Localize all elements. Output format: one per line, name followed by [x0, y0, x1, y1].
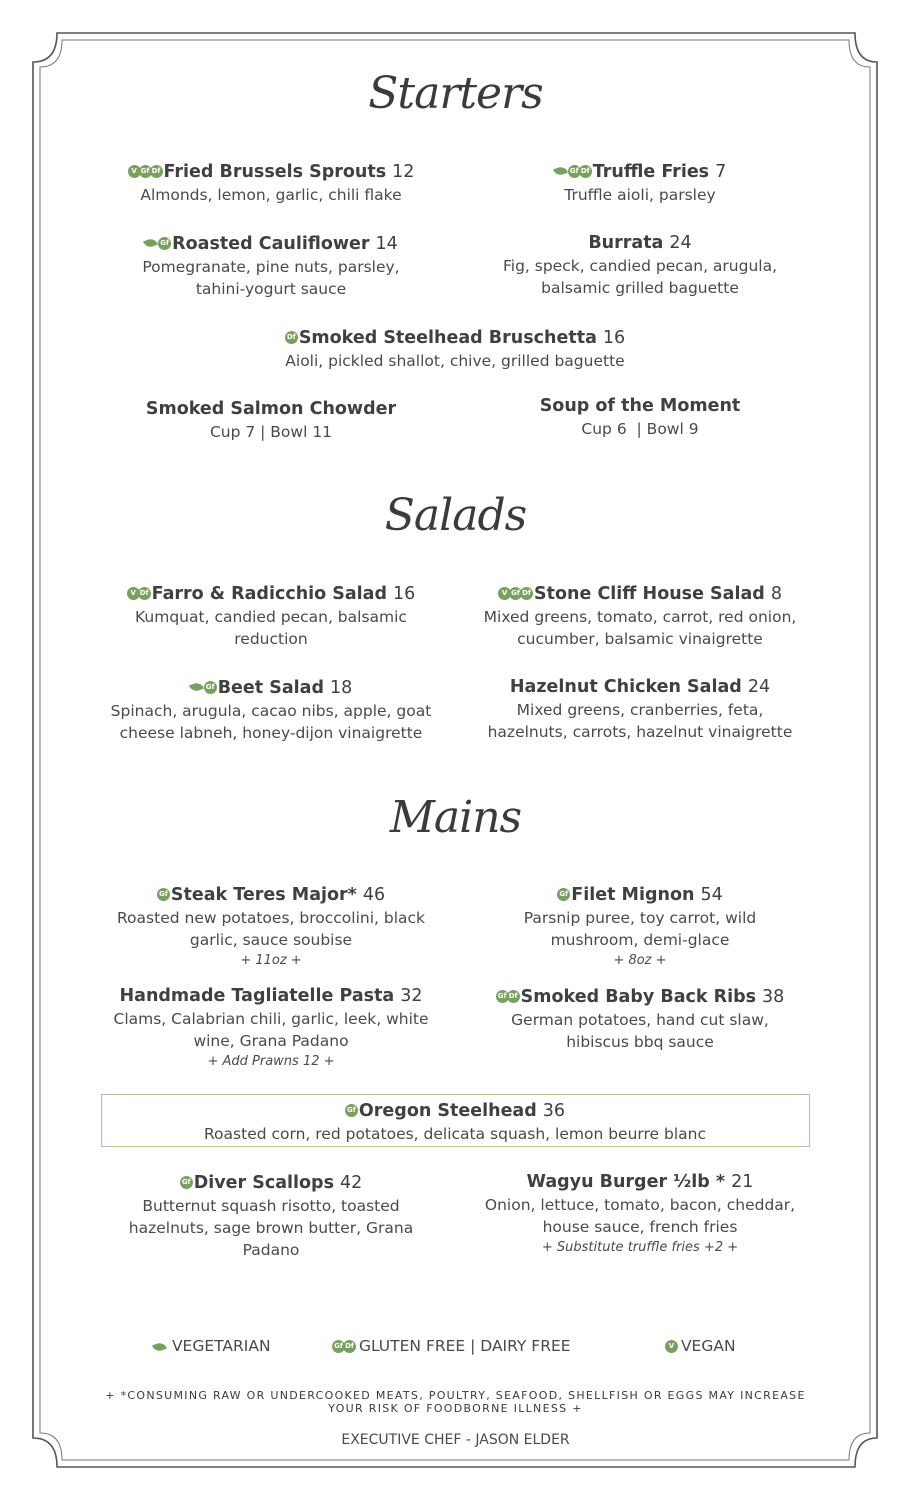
- item-name: Handmade Tagliatelle Pasta: [119, 986, 395, 1006]
- item-name: Smoked Salmon Chowder: [145, 399, 397, 419]
- legend-label: GLUTEN FREE | DAIRY FREE: [358, 1337, 571, 1355]
- item-name: Wagyu Burger ½lb *: [526, 1172, 726, 1192]
- item-name: Stone Cliff House Salad: [534, 584, 765, 604]
- gluten-free-icon: Gf: [158, 237, 171, 250]
- gluten-free-icon: Gf: [509, 587, 522, 600]
- item-description: Padano: [242, 1241, 300, 1259]
- gluten-free-icon: Gf: [332, 1340, 345, 1353]
- legend-label: VEGAN: [680, 1337, 736, 1355]
- item-price: 24: [669, 233, 692, 253]
- item-name: Burrata: [588, 233, 664, 253]
- item-description: mushroom, demi-glace: [550, 931, 730, 949]
- disclaimer-line: YOUR RISK OF FOODBORNE ILLNESS +: [328, 1402, 583, 1415]
- menu-item-fried-brussels-sprouts: [91, 159, 451, 206]
- item-description: balsamic grilled baguette: [541, 279, 739, 297]
- item-description: Spinach, arugula, cacao nibs, apple, goat: [110, 702, 432, 720]
- item-description: Mixed greens, tomato, carrot, red onion,: [483, 608, 797, 626]
- item-description: Truffle aioli, parsley: [564, 186, 716, 204]
- item-price: 8: [770, 584, 782, 604]
- menu-item-smoked-salmon-chowder: [91, 397, 451, 443]
- item-description: tahini-yogurt sauce: [195, 280, 347, 298]
- menu-item-farro-radicchio-salad: [91, 581, 451, 650]
- item-description: Cup 7 | Bowl 11: [209, 423, 333, 441]
- item-note: + 8oz +: [613, 953, 667, 968]
- item-name: Smoked Steelhead Bruschetta: [298, 328, 597, 348]
- item-price: 54: [700, 885, 723, 905]
- dairy-free-icon: Df: [150, 165, 163, 178]
- item-price: 42: [340, 1173, 363, 1193]
- gluten-free-icon: Gf: [496, 990, 509, 1003]
- item-description: garlic, sauce soubise: [189, 931, 353, 949]
- item-description: Roasted corn, red potatoes, delicata squash, lemon beurre blanc: [203, 1125, 706, 1143]
- gluten-free-icon: Gf: [157, 888, 170, 901]
- mains-heading: Mains: [389, 792, 522, 843]
- vegan-icon: V: [498, 587, 511, 600]
- item-price: 7: [715, 162, 727, 182]
- item-price: 18: [330, 678, 353, 698]
- gluten-free-icon: Gf: [180, 1176, 193, 1189]
- item-name: Oregon Steelhead: [358, 1101, 537, 1121]
- item-name: Hazelnut Chicken Salad: [509, 677, 742, 697]
- gluten-free-icon: Gf: [345, 1104, 358, 1117]
- salads-heading: Salads: [384, 490, 527, 541]
- item-name: Soup of the Moment: [539, 396, 741, 416]
- item-name: Filet Mignon: [571, 885, 695, 905]
- menu-item-hazelnut-chicken-salad: [460, 675, 820, 743]
- menu-item-smoked-steelhead-bruschetta: [155, 325, 755, 372]
- item-description: Pomegranate, pine nuts, parsley,: [142, 258, 400, 276]
- item-description: house sauce, french fries: [542, 1218, 738, 1236]
- menu-item-handmade-tagliatelle-pasta: [91, 984, 451, 1072]
- item-description: Kumquat, candied pecan, balsamic: [135, 608, 407, 626]
- vegetarian-leaf-icon: [143, 237, 158, 249]
- executive-chef: EXECUTIVE CHEF - JASON ELDER: [341, 1432, 570, 1448]
- item-description: Onion, lettuce, tomato, bacon, cheddar,: [484, 1196, 796, 1214]
- item-price: 46: [362, 885, 386, 905]
- item-name: Fried Brussels Sprouts: [163, 162, 387, 182]
- dairy-free-icon: Df: [579, 165, 592, 178]
- item-name: Steak Teres Major*: [170, 885, 357, 905]
- item-description: hibiscus bbq sauce: [566, 1033, 714, 1051]
- item-description: cucumber, balsamic vinaigrette: [517, 630, 763, 648]
- menu-item-steak-teres-major: [91, 882, 451, 971]
- legend-vegan: [665, 1337, 736, 1355]
- menu-item-diver-scallops: [91, 1170, 451, 1261]
- item-description: cheese labneh, honey-dijon vinaigrette: [119, 724, 423, 742]
- item-note: + 11oz +: [240, 953, 302, 968]
- vegan-icon: V: [127, 587, 140, 600]
- menu-item-filet-mignon: [460, 882, 820, 971]
- menu-item-burrata: [460, 231, 820, 299]
- gluten-free-icon: Gf: [568, 165, 581, 178]
- item-description: Fig, speck, candied pecan, arugula,: [502, 257, 778, 275]
- dairy-free-icon: Df: [285, 331, 298, 344]
- item-price: 38: [762, 987, 785, 1007]
- vegetarian-leaf-icon: [189, 681, 204, 693]
- item-price: 14: [375, 234, 398, 254]
- vegan-icon: V: [128, 165, 141, 178]
- vegetarian-leaf-icon: [553, 165, 568, 177]
- item-price: 16: [393, 584, 416, 604]
- vegetarian-leaf-icon: [152, 1341, 167, 1353]
- dairy-free-icon: Df: [343, 1340, 356, 1353]
- item-description: wine, Grana Padano: [193, 1032, 349, 1050]
- item-note: + Add Prawns 12 +: [207, 1054, 335, 1069]
- dairy-free-icon: Df: [138, 587, 151, 600]
- item-name: Diver Scallops: [193, 1173, 334, 1193]
- item-name: Truffle Fries: [592, 162, 710, 182]
- menu-item-soup-of-the-moment: [460, 394, 820, 440]
- gluten-free-icon: Gf: [557, 888, 570, 901]
- disclaimer-line: + *CONSUMING RAW OR UNDERCOOKED MEATS, POULTRY, SEAFOOD, SHELLFISH OR EGGS MAY INCREASE: [105, 1389, 806, 1402]
- item-description: hazelnuts, carrots, hazelnut vinaigrette: [487, 723, 793, 741]
- legend-gluten-dairy-free: [332, 1337, 571, 1355]
- item-price: 32: [400, 986, 423, 1006]
- starters-heading: Starters: [368, 68, 543, 119]
- item-description: hazelnuts, sage brown butter, Grana: [128, 1219, 414, 1237]
- item-name: Smoked Baby Back Ribs: [520, 987, 757, 1007]
- item-price: 12: [392, 162, 415, 182]
- legend-label: VEGETARIAN: [171, 1337, 271, 1355]
- item-price: 21: [731, 1172, 754, 1192]
- dairy-free-icon: Df: [507, 990, 520, 1003]
- item-note: + Substitute truffle fries +2 +: [541, 1240, 739, 1255]
- item-description: Mixed greens, cranberries, feta,: [516, 701, 764, 719]
- gluten-free-icon: Gf: [204, 681, 217, 694]
- item-description: Parsnip puree, toy carrot, wild: [523, 909, 757, 927]
- food-safety-disclaimer: [100, 1389, 811, 1415]
- item-description: Almonds, lemon, garlic, chili flake: [140, 186, 402, 204]
- legend-vegetarian: [153, 1337, 271, 1355]
- item-description: Aioli, pickled shallot, chive, grilled baguette: [285, 352, 625, 370]
- item-description: Cup 6 | Bowl 9: [581, 420, 699, 438]
- menu-item-roasted-cauliflower: [91, 231, 451, 300]
- item-description: German potatoes, hand cut slaw,: [511, 1011, 769, 1029]
- item-description: Roasted new potatoes, broccolini, black: [116, 909, 426, 927]
- item-description: Butternut squash risotto, toasted: [142, 1197, 400, 1215]
- item-price: 16: [602, 328, 626, 348]
- menu-item-oregon-steelhead: [155, 1098, 755, 1145]
- item-name: Beet Salad: [217, 678, 324, 698]
- dairy-free-icon: Df: [520, 587, 533, 600]
- menu-item-smoked-baby-back-ribs: [460, 984, 820, 1053]
- menu-item-beet-salad: [91, 675, 451, 744]
- vegan-icon: V: [665, 1340, 678, 1353]
- item-description: Clams, Calabrian chili, garlic, leek, white: [113, 1010, 429, 1028]
- menu-item-truffle-fries: [460, 159, 820, 206]
- item-price: 24: [747, 677, 771, 697]
- gluten-free-icon: Gf: [139, 165, 152, 178]
- item-name: Roasted Cauliflower: [172, 234, 370, 254]
- item-description: reduction: [234, 630, 308, 648]
- item-name: Farro & Radicchio Salad: [151, 584, 388, 604]
- item-price: 36: [542, 1101, 566, 1121]
- menu-item-stone-cliff-house-salad: [460, 581, 820, 650]
- menu-item-wagyu-burger: [460, 1170, 820, 1258]
